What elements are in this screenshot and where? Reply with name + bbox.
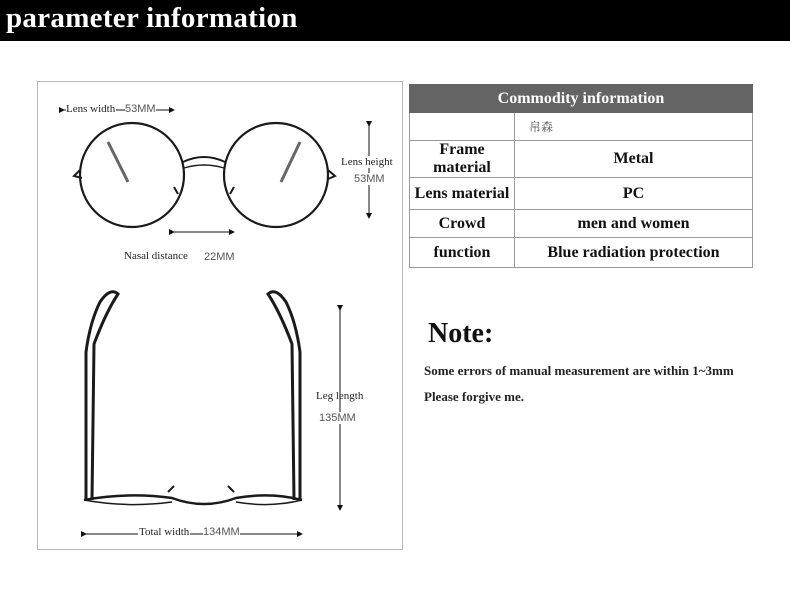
lens-width-label: Lens width [66, 103, 116, 115]
table-value: Metal [515, 141, 753, 178]
table-cell-empty [410, 113, 515, 141]
table-key: Lens material [410, 178, 515, 210]
table-key: function [410, 238, 515, 268]
glasses-top-view [84, 292, 302, 505]
table-row [410, 113, 753, 141]
note-line-1: Some errors of manual measurement are within 1~3mm [424, 363, 734, 378]
table-header-row [410, 85, 753, 113]
lens-height-value: 53MM [354, 173, 385, 185]
header-bar [0, 0, 790, 41]
brand-name: 帛森 [515, 113, 753, 141]
nasal-distance-value: 22MM [204, 251, 235, 263]
table-value: men and women [515, 210, 753, 238]
table-row [410, 210, 753, 238]
table-value: PC [515, 178, 753, 210]
commodity-info-table [409, 84, 753, 268]
page-title: parameter information [6, 2, 298, 34]
table-value: Blue radiation protection [515, 238, 753, 268]
glasses-diagram-panel [37, 81, 403, 550]
total-width-label: Total width [139, 526, 190, 538]
lens-height-label: Lens height [341, 156, 393, 168]
commodity-info-title: Commodity information [410, 85, 753, 113]
leg-length-value: 135MM [319, 412, 356, 424]
note-title: Note: [428, 318, 494, 349]
table-key: Crowd [410, 210, 515, 238]
glasses-front-view [74, 123, 335, 227]
note-line-2: Please forgive me. [424, 389, 524, 404]
table-row [410, 141, 753, 178]
table-row [410, 178, 753, 210]
glasses-illustration [38, 82, 404, 551]
lens-width-value: 53MM [125, 103, 156, 115]
nasal-distance-label: Nasal distance [124, 250, 188, 262]
table-row [410, 238, 753, 268]
table-key: Frame material [410, 141, 515, 178]
leg-length-label: Leg length [316, 390, 364, 402]
total-width-value: 134MM [203, 526, 240, 538]
